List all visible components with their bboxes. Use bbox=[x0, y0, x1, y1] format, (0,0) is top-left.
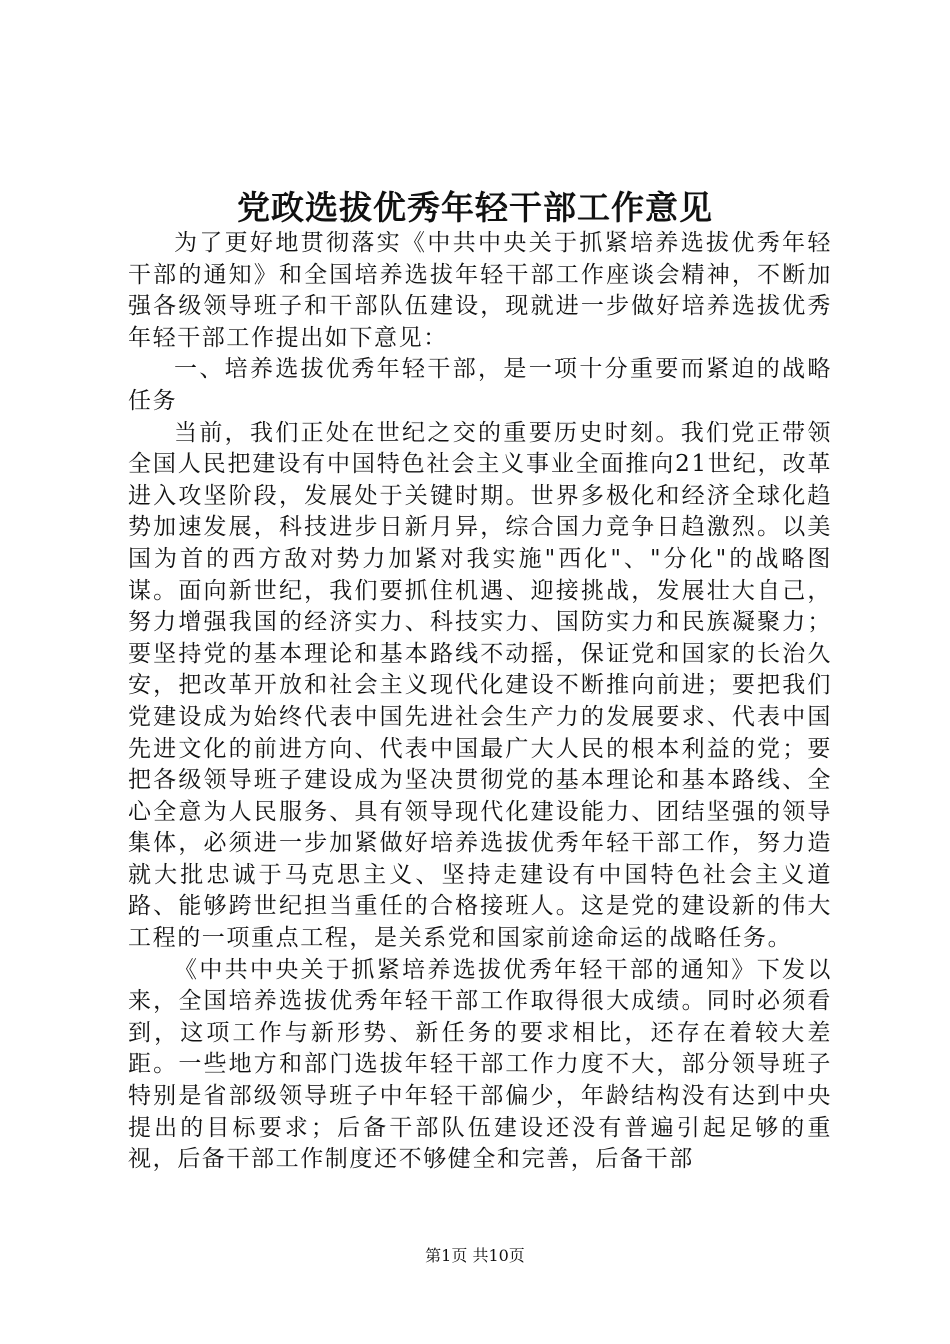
body-paragraph: 《中共中央关于抓紧培养选拔优秀年轻干部的通知》下发以来，全国培养选拔优秀年轻干部工作取得很大成绩。同时必须看到，这项工作与新形势、新任务的要求相比，还存在着较大差距。一些地方和部门选拔年轻干部工作力度不大，部分领导班子特别是省部级领导班子中年轻干部偏少，年龄结构没有达到中央提出的目标要求；后备干部队伍建设还没有普遍引起足够的重视，后备干部工作制度还不够健全和完善，后备干部 bbox=[128, 956, 832, 1173]
intro-paragraph: 为了更好地贯彻落实《中共中央关于抓紧培养选拔优秀年轻干部的通知》和全国培养选拔年轻干部工作座谈会精神，不断加强各级领导班子和干部队伍建设，现就进一步做好培养选拔优秀年轻干部工作提出如下意见： bbox=[128, 230, 832, 351]
page-number-footer: 第1页 共10页 bbox=[425, 1246, 525, 1265]
body-paragraph: 当前，我们正处在世纪之交的重要历史时刻。我们党正带领全国人民把建设有中国特色社会主义事业全面推向21世纪，改革进入攻坚阶段，发展处于关键时期。世界多极化和经济全球化趋势加速发展，科技进步日新月异，综合国力竞争日趋激烈。以美国为首的西方敌对势力加紧对我实施"西化"、"分化"的战略图谋。面向新世纪，我们要抓住机遇、迎接挑战，发展壮大自己，努力增强我国的经济实力、科技实力、国防实力和民族凝聚力；要坚持党的基本理论和基本路线不动摇，保证党和国家的长治久安，把改革开放和社会主义现代化建设不断推向前进；要把我们党建设成为始终代表中国先进社会生产力的发展要求、代表中国先进文化的前进方向、代表中国最广大人民的根本利益的党；要把各级领导班子建设成为坚决贯彻党的基本理论和基本路线、全心全意为人民服务、具有领导现代化建设能力、团结坚强的领导集体，必须进一步加紧做好培养选拔优秀年轻干部工作，努力造就大批忠诚于马克思主义、坚持走建设有中国特色社会主义道路、能够跨世纪担当重任的合格接班人。这是党的建设新的伟大工程的一项重点工程，是关系党和国家前途命运的战略任务。 bbox=[128, 419, 832, 952]
section-heading-1: 一、培养选拔优秀年轻干部，是一项十分重要而紧迫的战略任务 bbox=[128, 356, 832, 414]
document-body bbox=[128, 228, 832, 1176]
document-title: 党政选拔优秀年轻干部工作意见 bbox=[237, 188, 713, 227]
